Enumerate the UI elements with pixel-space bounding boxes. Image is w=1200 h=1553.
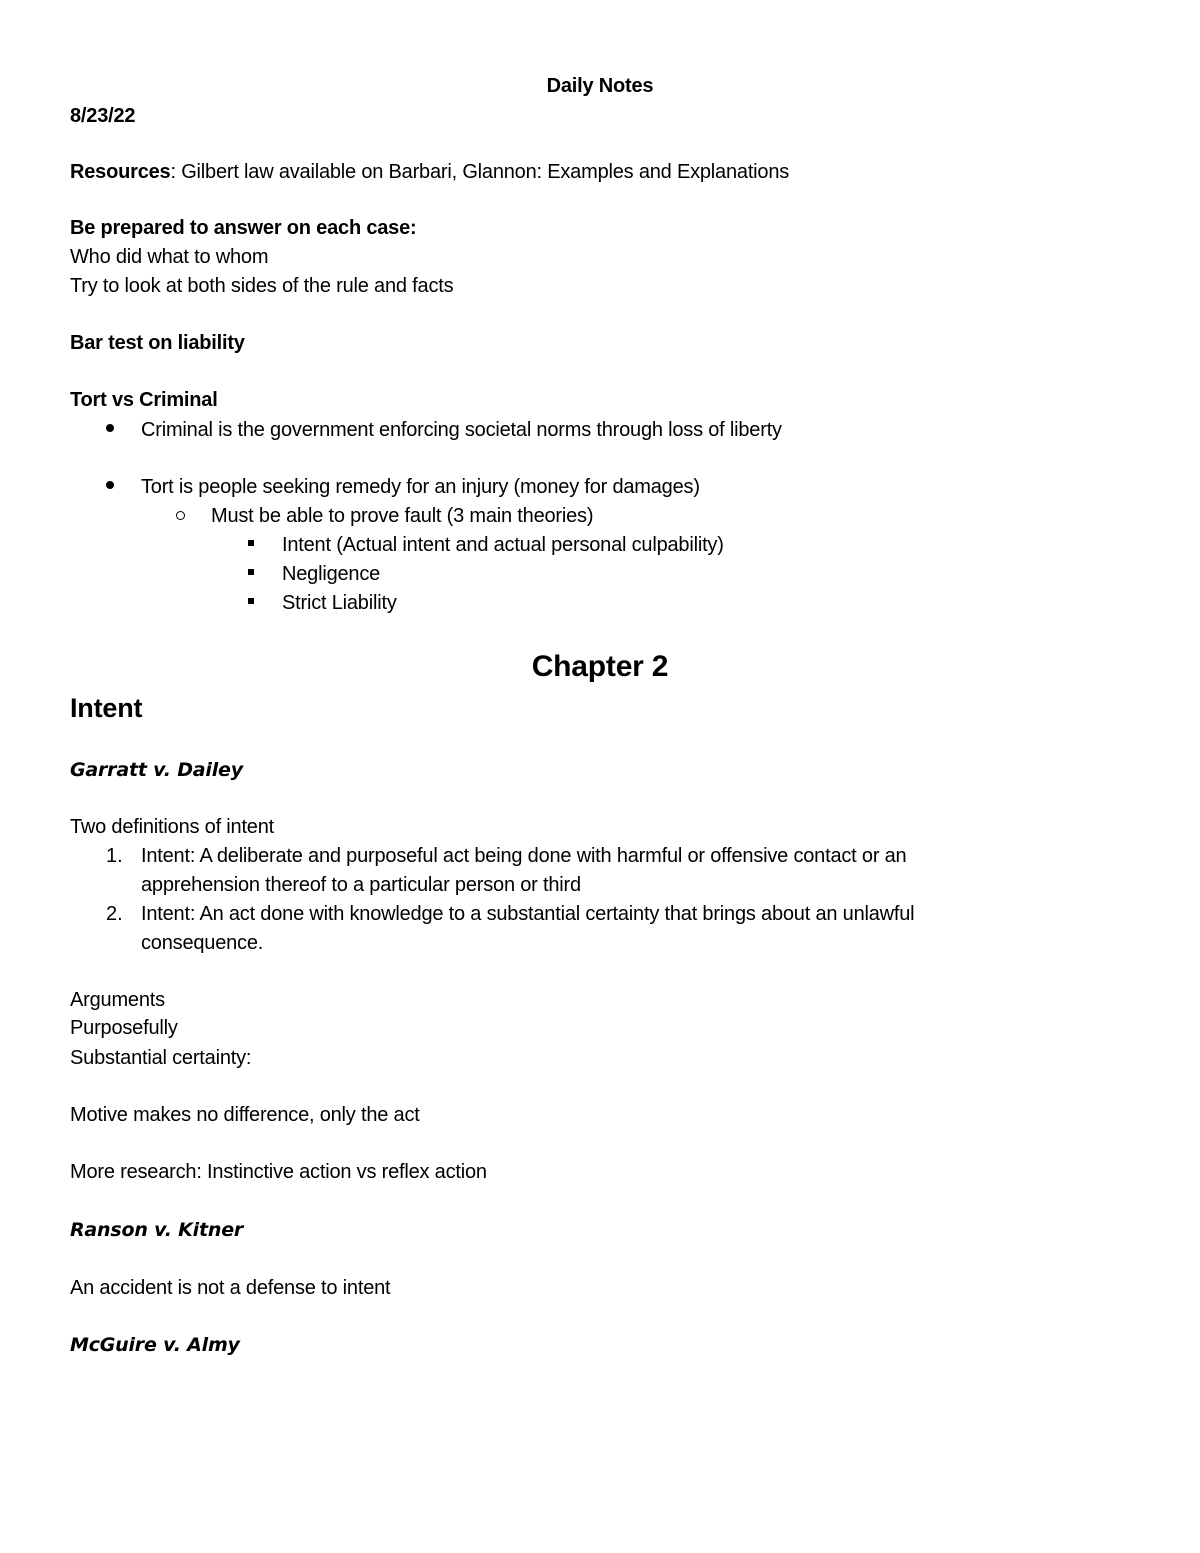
theory-intent: Intent (Actual intent and actual personal culpability) — [282, 534, 724, 556]
accident-line: An accident is not a defense to intent — [70, 1277, 391, 1299]
substantial-certainty-line: Substantial certainty: — [70, 1047, 252, 1069]
definition-1-line-2: apprehension thereof to a particular person or third — [141, 874, 581, 896]
resources-label: Resources — [70, 161, 171, 183]
arguments-line: Arguments — [70, 989, 165, 1011]
square-bullet-icon — [248, 598, 254, 604]
prepared-heading: Be prepared to answer on each case: — [70, 217, 417, 239]
definition-1-line-1: Intent: A deliberate and purposeful act being done with harmful or offensive contact or an — [141, 845, 907, 867]
list-number: 1. — [106, 845, 123, 867]
prepared-line-2: Try to look at both sides of the rule and facts — [70, 275, 454, 297]
case-title-mcguire: McGuire v. Almy — [70, 1334, 240, 1356]
tort-vs-criminal-heading: Tort vs Criminal — [70, 389, 218, 411]
bullet-icon — [106, 424, 114, 432]
theory-negligence: Negligence — [282, 563, 381, 585]
case-title-garratt: Garratt v. Dailey — [70, 759, 243, 781]
circle-bullet-icon — [176, 511, 185, 520]
bullet-icon — [106, 481, 114, 489]
bar-test-heading: Bar test on liability — [70, 332, 245, 354]
page-title: Daily Notes — [546, 75, 654, 97]
definition-2-line-2: consequence. — [141, 932, 264, 954]
criminal-bullet: Criminal is the government enforcing societal norms through loss of liberty — [141, 419, 782, 441]
chapter-heading: Chapter 2 — [531, 650, 669, 683]
purposefully-line: Purposefully — [70, 1017, 178, 1039]
resources-line — [70, 160, 789, 184]
tort-bullet: Tort is people seeking remedy for an injury (money for damages) — [141, 476, 700, 498]
resources-text: : Gilbert law available on Barbari, Glannon: Examples and Explanations — [170, 161, 790, 183]
fault-sub-bullet: Must be able to prove fault (3 main theories) — [211, 505, 594, 527]
definition-2-line-1: Intent: An act done with knowledge to a substantial certainty that brings about an unlawful — [141, 903, 915, 925]
definitions-heading: Two definitions of intent — [70, 816, 275, 838]
prepared-line-1: Who did what to whom — [70, 246, 269, 268]
research-line: More research: Instinctive action vs reflex action — [70, 1161, 487, 1183]
theory-strict-liability: Strict Liability — [282, 592, 397, 614]
case-title-ranson: Ranson v. Kitner — [70, 1219, 244, 1241]
square-bullet-icon — [248, 569, 254, 575]
section-heading: Intent — [70, 693, 143, 723]
square-bullet-icon — [248, 540, 254, 546]
motive-line: Motive makes no difference, only the act — [70, 1104, 420, 1126]
list-number: 2. — [106, 903, 123, 925]
date: 8/23/22 — [70, 105, 136, 127]
